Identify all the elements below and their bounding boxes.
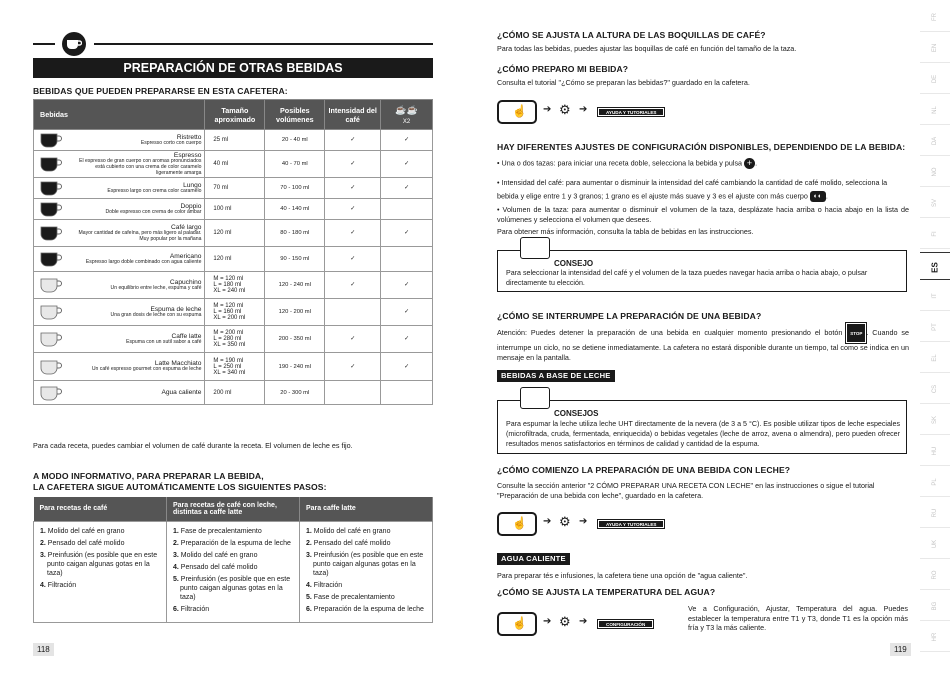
beverage-name-cell (34, 272, 205, 299)
beverage-intensity (325, 381, 381, 405)
beverage-desc: Doble espresso con crema de color ámbar (105, 208, 202, 215)
beverage-x2: ✓ (381, 220, 433, 247)
beverage-row (34, 178, 433, 199)
beverage-row (34, 220, 433, 247)
left-page (0, 0, 465, 674)
language-tab-label: HU (932, 446, 938, 456)
language-tab-label: DE (932, 74, 938, 84)
col-header-intensity: Intensidad del café (325, 100, 381, 130)
gear-icon: ⚙ (559, 102, 571, 117)
arrow-right-icon: ➔ (543, 516, 552, 527)
beverage-x2: ✓ (381, 130, 433, 151)
steps-table (33, 497, 433, 623)
language-tab-pt[interactable] (920, 314, 950, 342)
beverage-name-cell (34, 247, 205, 272)
cup-icon (39, 277, 63, 293)
beverage-name-cell (34, 381, 205, 405)
beverage-desc: Espresso largo doble combinado con agua caliente (85, 258, 202, 265)
beverage-intensity: ✓ (325, 220, 381, 247)
beverage-name: Capuchino (169, 278, 202, 286)
step-number: 2. (306, 539, 314, 547)
a-water-temp: Ve a Configuración, Ajustar, Temperatura del agua. Puedes establecer la temperatura entre T1 y T3, donde T1 es la opción más fría y T3 la más caliente. (688, 604, 908, 633)
bullet-volume: • Volumen de la taza: para aumentar o disminuir el volumen de la taza, desplázate hacia arriba o hacia abajo en la lista de volúmenes y selecciona el volumen que desees. (497, 205, 910, 224)
beverage-name: Doppio (180, 202, 202, 210)
col-header-drinks: Bebidas (34, 100, 205, 130)
help-flow (497, 100, 697, 124)
beverage-size: 100 ml (205, 199, 265, 220)
beverage-volumes: 190 - 240 ml (265, 353, 325, 381)
step-number: 6. (173, 605, 181, 613)
step-text: Fase de precalentamiento (180, 527, 262, 535)
beverage-size: 70 ml (205, 178, 265, 199)
config-flow (497, 612, 697, 636)
beverage-desc: Un café espresso gourmet con espuma de leche (91, 366, 202, 373)
cup-icon (39, 251, 63, 267)
beverage-x2: ✓ (381, 326, 433, 353)
speech-bubble-icon (520, 387, 550, 409)
beverage-x2: ✓ (381, 353, 433, 381)
steps-header-latte: Para caffe latte (300, 497, 433, 521)
beverage-row (34, 381, 433, 405)
beverage-desc: Mayor cantidad de cafeína, pero más ligero al paladar. Muy popular por la mañana (78, 230, 202, 242)
language-tab-ro[interactable] (920, 562, 950, 590)
language-tab-label: CS (932, 384, 938, 394)
beverage-size: M = 200 ml L = 280 ml XL = 350 ml (205, 326, 265, 353)
beverage-desc: Espuma con un sutil sabor a café (126, 338, 202, 345)
language-tab-label: FI (932, 231, 938, 237)
language-tab-label: RU (932, 508, 938, 518)
step-text: Preinfusión (es posible que en este punto caigan algunas gotas en la taza) (47, 551, 158, 577)
a-prepare-drink: Consulta el tutorial "¿Cómo se preparan las bebidas?" guardado en la cafetera. (497, 78, 750, 87)
bullet-cups: • Una o dos tazas: para iniciar una receta doble, selecciona la bebida y pulsa + . (497, 158, 758, 168)
step-text: Filtración (180, 605, 210, 613)
language-tab-label: SK (932, 416, 938, 425)
beverage-x2: ✓ (381, 151, 433, 178)
step-item (40, 539, 160, 548)
step-item (173, 527, 293, 536)
language-tab-hu[interactable] (920, 438, 950, 466)
beverage-volumes: 40 - 140 ml (265, 199, 325, 220)
beverage-name-cell (34, 130, 205, 151)
beverage-row (34, 199, 433, 220)
language-tab-label: SV (932, 199, 938, 208)
language-tab-en[interactable] (920, 35, 950, 63)
language-tab-cs[interactable] (920, 376, 950, 404)
language-tab-pl[interactable] (920, 469, 950, 497)
cup-icon (39, 385, 63, 401)
q-nozzle-height: ¿CÓMO SE AJUSTA LA ALTURA DE LAS BOQUILLAS DE CAFÉ? (497, 30, 766, 40)
beverage-name: Ristretto (176, 133, 202, 141)
double-cup-icon: ☕☕ (395, 104, 418, 115)
cup-icon (39, 331, 63, 347)
cup-icon (39, 225, 63, 241)
beverage-row (34, 151, 433, 178)
beverage-desc: Espresso corto con cuerpo (140, 139, 202, 146)
page-number-right: 119 (890, 643, 911, 656)
plus-icon: + (744, 158, 755, 169)
beverage-name: Café largo (170, 224, 202, 232)
beverage-intensity: ✓ (325, 353, 381, 381)
step-item (173, 563, 293, 572)
section-hot-water: AGUA CALIENTE (497, 553, 570, 565)
beverage-size: 25 ml (205, 130, 265, 151)
col-header-x2 (381, 100, 433, 130)
beverage-name: Caffe latte (171, 332, 202, 340)
language-tabs (920, 0, 950, 674)
language-tab-label: PL (932, 478, 938, 486)
language-tab-nl[interactable] (920, 97, 950, 125)
step-item (173, 605, 293, 614)
beverage-size: M = 120 ml L = 160 ml XL = 200 ml (205, 299, 265, 326)
gear-icon: ⚙ (559, 614, 571, 629)
touch-hand-icon: ☝ (497, 100, 537, 124)
bullet-volume-text: Volumen de la taza: para aumentar o disminuir el volumen de la taza, desplázate hacia arriba o hacia abajo en la lista de volúmenes y selecciona el volumen que desees. (497, 205, 910, 224)
language-tab-uk[interactable] (920, 531, 950, 559)
tip-text-1: Para seleccionar la intensidad del café y el volumen de la taza puedes navegar hacia arriba o hacia abajo, o pulsar directamente tu elección. (506, 269, 868, 287)
step-text: Fase de precalentamiento (313, 593, 395, 601)
beverage-name-cell (34, 326, 205, 353)
q-interrupt: ¿CÓMO SE INTERRUMPE LA PREPARACIÓN DE UNA BEBIDA? (497, 311, 762, 321)
step-text: Molido del café en grano (313, 527, 391, 535)
more-info: Para obtener más información, consulta la tabla de bebidas en las instrucciones. (497, 227, 754, 236)
language-tab-de[interactable] (920, 66, 950, 94)
bullet-intensity: • Intensidad del café: para aumentar o disminuir la intensidad del café cambiando la cantidad de café molido, selecciona la (497, 178, 888, 187)
language-tab-label: EL (932, 354, 938, 362)
help-tutorials-button[interactable]: AYUDA Y TUTORIALES (597, 107, 665, 117)
step-number: 1. (40, 527, 48, 535)
step-number: 4. (306, 581, 314, 589)
a-interrupt: Atención: Puedes detener la preparación de una bebida en cualquier momento presionando el botón STOP . Cuando se interrumpe un ciclo, no se detiene inmediatamente. La cafetera no estará disponible durante un tiempo, tal como se indica en un mensaje en la pantalla. (497, 323, 909, 362)
steps-heading-1: A MODO INFORMATIVO, PARA PREPARAR LA BEBIDA, (33, 471, 264, 481)
beverage-x2 (381, 381, 433, 405)
beverage-intensity: ✓ (325, 247, 381, 272)
section-milk-drinks: BEBIDAS A BASE DE LECHE (497, 370, 615, 382)
cup-icon (39, 132, 63, 148)
step-number: 5. (306, 593, 314, 601)
language-tab-hr[interactable] (920, 624, 950, 652)
language-tab-label: UK (932, 539, 938, 549)
bullet-intensity-text-b: bebida y elige entre 1 y 3 granos; 1 grano es el ajuste más suave y 3 es el ajuste con más cuerpo (497, 191, 808, 201)
step-text: Molido del café en grano (180, 551, 258, 559)
cup-icon (39, 180, 63, 196)
step-text: Filtración (47, 581, 77, 589)
beans-icon: ◐◐ (810, 191, 826, 202)
beverage-volumes: 120 - 200 ml (265, 299, 325, 326)
table-heading: BEBIDAS QUE PUEDEN PREPARARSE EN ESTA CAFETERA: (33, 86, 288, 96)
language-tab-fi[interactable] (920, 221, 950, 249)
step-text: Preparación de la espuma de leche (313, 605, 424, 613)
steps-header-coffee: Para recetas de café (34, 497, 167, 521)
q-settings: HAY DIFERENTES AJUSTES DE CONFIGURACIÓN DISPONIBLES, DEPENDIENDO DE LA BEBIDA: (497, 142, 906, 152)
language-tab-es[interactable] (920, 252, 950, 280)
language-tab-label: FR (932, 13, 938, 21)
tip-box-2 (497, 400, 907, 454)
steps-col-milk (167, 521, 300, 622)
beverage-intensity: ✓ (325, 130, 381, 151)
speech-bubble-icon (520, 237, 550, 259)
beverage-name-cell (34, 299, 205, 326)
step-number: 5. (173, 575, 181, 583)
a-milk-drink: Consulte la sección anterior "2 CÓMO PREPARAR UNA RECETA CON LECHE" en las instrucciones o sigue el tutorial "Preparación de una bebida con leche", guardado en la cafetera. (497, 481, 875, 500)
beverage-name: Agua caliente (161, 389, 202, 397)
beverage-row (34, 130, 433, 151)
language-tab-bg[interactable] (920, 593, 950, 621)
step-number: 6. (306, 605, 314, 613)
language-tab-label: NL (932, 106, 938, 114)
language-tab-sv[interactable] (920, 190, 950, 218)
bullet-intensity-text-a: Intensidad del café: para aumentar o disminuir la intensidad del café cambiando la cantidad de café molido, selecciona la (501, 178, 888, 187)
language-tab-el[interactable] (920, 345, 950, 373)
beverage-intensity (325, 299, 381, 326)
beverage-size: 120 ml (205, 247, 265, 272)
beverage-volumes: 90 - 150 ml (265, 247, 325, 272)
beverage-name: Americano (169, 252, 202, 260)
beverage-name: Latte Macchiato (154, 360, 202, 368)
beverage-x2: ✓ (381, 299, 433, 326)
beverages-table (33, 99, 433, 405)
beverage-name-cell (34, 199, 205, 220)
beverage-name: Espresso (173, 152, 202, 159)
coffee-cup-icon (62, 32, 86, 56)
configuration-button[interactable]: CONFIGURACIÓN (597, 619, 654, 629)
step-number: 1. (173, 527, 181, 535)
step-number: 2. (173, 539, 181, 547)
stop-button: STOP (846, 323, 866, 343)
q-milk-drink: ¿CÓMO COMIENZO LA PREPARACIÓN DE UNA BEBIDA CON LECHE? (497, 465, 791, 475)
step-number: 3. (173, 551, 181, 559)
a-interrupt-text-b: Cuando se interrumpe un ciclo, no se detiene inmediatamente. La cafetera no estará disponible durante un tiempo, tal como se indica en un mensaje en la pantalla. (497, 327, 910, 362)
beverage-desc: El espresso de gran cuerpo con aromas pronunciados está cubierto con una crema de color caramelo ligeramente amarga (79, 158, 202, 176)
beverage-size: 200 ml (205, 381, 265, 405)
step-item (173, 575, 293, 602)
language-tab-label: IT (932, 293, 938, 299)
cup-icon (39, 201, 63, 217)
cup-icon (39, 156, 63, 172)
language-tab-label: DA (932, 136, 938, 146)
step-item (306, 605, 426, 614)
table-note: Para cada receta, puedes cambiar el volumen de café durante la receta. El volumen de leche es fijo. (33, 441, 353, 450)
beverage-name-cell (34, 151, 205, 178)
language-tab-it[interactable] (920, 283, 950, 311)
beverage-row (34, 272, 433, 299)
steps-header-milk: Para recetas de café con leche, distintas a caffe latte (167, 497, 300, 521)
arrow-right-icon: ➔ (543, 616, 552, 627)
step-item (40, 527, 160, 536)
step-item (306, 593, 426, 602)
beverage-row (34, 353, 433, 381)
beverage-volumes: 40 - 70 ml (265, 151, 325, 178)
page-number-left: 118 (33, 643, 54, 656)
help-tutorials-button-2[interactable]: AYUDA Y TUTORIALES (597, 519, 665, 529)
tip-title-2: CONSEJOS (554, 409, 599, 418)
beverage-volumes: 80 - 180 ml (265, 220, 325, 247)
language-tab-fr[interactable] (920, 4, 950, 32)
step-number: 4. (173, 563, 181, 571)
language-tab-label: ES (930, 262, 940, 273)
bullet-cups-text: Una o dos tazas: para iniciar una receta doble, selecciona la bebida y pulsa (501, 158, 743, 168)
beverage-name-cell (34, 353, 205, 381)
header-rule-left (33, 43, 55, 45)
x2-label: X2 (402, 118, 411, 125)
right-page (475, 0, 920, 674)
step-item (306, 539, 426, 548)
col-header-size: Tamaño aproximado (205, 100, 265, 130)
col-header-volumes: Posibles volúmenes (265, 100, 325, 130)
beverage-desc: Espresso largo con crema color caramelo (107, 187, 202, 194)
beverage-x2 (381, 247, 433, 272)
steps-col-coffee (34, 521, 167, 622)
step-item (173, 551, 293, 560)
step-text: Preparación de la espuma de leche (180, 539, 291, 547)
beverage-name: Espuma de leche (150, 305, 202, 313)
beverage-volumes: 200 - 350 ml (265, 326, 325, 353)
gear-icon: ⚙ (559, 514, 571, 529)
step-item (40, 581, 160, 590)
language-tab-label: PT (932, 323, 938, 331)
step-text: Pensado del café molido (47, 539, 125, 547)
beverage-name-cell (34, 220, 205, 247)
beverage-size: M = 190 ml L = 250 ml XL = 340 ml (205, 353, 265, 381)
step-item (306, 551, 426, 578)
step-number: 1. (306, 527, 314, 535)
beverage-desc: Una gran dosis de leche con su espuma (110, 311, 202, 318)
step-text: Pensado del café molido (180, 563, 258, 571)
beverage-x2: ✓ (381, 178, 433, 199)
beverage-volumes: 20 - 40 ml (265, 130, 325, 151)
arrow-right-icon: ➔ (579, 616, 588, 627)
language-tab-label: NO (932, 167, 938, 177)
tip-title-1: CONSEJO (554, 259, 594, 268)
steps-col-latte (300, 521, 433, 622)
a-nozzle-height: Para todas las bebidas, puedes ajustar las boquillas de café en función del tamaño de la taza. (497, 44, 797, 53)
step-text: Preinfusión (es posible que en este punto caigan algunas gotas en la taza) (180, 575, 291, 601)
beverage-size: M = 120 ml L = 180 ml XL = 240 ml (205, 272, 265, 299)
beverage-volumes: 70 - 100 ml (265, 178, 325, 199)
step-number: 2. (40, 539, 48, 547)
beverage-desc: Un equilibrio entre leche, espuma y café (110, 284, 202, 291)
a-interrupt-text-a: Atención: Puedes detener la preparación de una bebida en cualquier momento presionando el botón (497, 327, 843, 337)
beverage-size: 120 ml (205, 220, 265, 247)
beverage-volumes: 20 - 300 ml (265, 381, 325, 405)
language-tab-label: HR (932, 632, 938, 642)
language-tab-da[interactable] (920, 128, 950, 156)
touch-hand-icon: ☝ (497, 612, 537, 636)
page-title: PREPARACIÓN DE OTRAS BEBIDAS (33, 58, 433, 78)
step-item (173, 539, 293, 548)
step-number: 3. (306, 551, 314, 559)
beverage-volumes: 120 - 240 ml (265, 272, 325, 299)
q-water-temp: ¿CÓMO SE AJUSTA LA TEMPERATURA DEL AGUA? (497, 587, 716, 597)
tip-text-2: Para espumar la leche utiliza leche UHT directamente de la nevera (de 3 a 5 °C). Es posible utilizar tipos de leche especiales (microfiltrada, cruda, fermentada, enriquecida) o bebidas vegetales (leche de arroz, avena o almendra), pero pueden ofrecer resultados menos satisfactorios en términos de calidad y cantidad de la espuma. (506, 420, 900, 448)
step-number: 3. (40, 551, 48, 559)
arrow-right-icon: ➔ (579, 516, 588, 527)
beverage-intensity: ✓ (325, 199, 381, 220)
language-tab-no[interactable] (920, 159, 950, 187)
beverage-name-cell (34, 178, 205, 199)
language-tab-label: BG (932, 601, 938, 611)
arrow-right-icon: ➔ (579, 104, 588, 115)
language-tab-ru[interactable] (920, 500, 950, 528)
cup-icon (39, 304, 63, 320)
bullet-intensity-2: bebida y elige entre 1 y 3 granos; 1 grano es el ajuste más suave y 3 es el ajuste con más cuerpo ◐◐ . (497, 191, 828, 201)
touch-hand-icon: ☝ (497, 512, 537, 536)
language-tab-label: RO (932, 570, 938, 580)
cup-icon (39, 359, 63, 375)
step-number: 4. (40, 581, 48, 589)
beverage-intensity: ✓ (325, 151, 381, 178)
a-hot-water: Para preparar tés e infusiones, la cafetera tiene una opción de "agua caliente". (497, 571, 748, 580)
beverage-x2: ✓ (381, 272, 433, 299)
arrow-right-icon: ➔ (543, 104, 552, 115)
help-flow-2 (497, 512, 697, 536)
language-tab-sk[interactable] (920, 407, 950, 435)
language-tab-label: EN (932, 43, 938, 53)
beverage-x2 (381, 199, 433, 220)
beverage-intensity: ✓ (325, 178, 381, 199)
beverage-row (34, 299, 433, 326)
step-item (306, 581, 426, 590)
beverage-intensity: ✓ (325, 326, 381, 353)
step-item (40, 551, 160, 578)
beverage-row (34, 326, 433, 353)
tip-box-1 (497, 250, 907, 292)
step-text: Filtración (313, 581, 343, 589)
beverage-intensity: ✓ (325, 272, 381, 299)
steps-heading-2: LA CAFETERA SIGUE AUTOMÁTICAMENTE LOS SIGUIENTES PASOS: (33, 482, 327, 492)
beverage-size: 40 ml (205, 151, 265, 178)
step-text: Preinfusión (es posible que en este punto caigan algunas gotas en la taza) (313, 551, 424, 577)
q-prepare-drink: ¿CÓMO PREPARO MI BEBIDA? (497, 64, 629, 74)
step-text: Pensado del café molido (313, 539, 391, 547)
beverage-row (34, 247, 433, 272)
header-rule-right (94, 43, 433, 45)
beverage-name: Lungo (183, 181, 202, 189)
step-text: Molido del café en grano (47, 527, 125, 535)
step-item (306, 527, 426, 536)
